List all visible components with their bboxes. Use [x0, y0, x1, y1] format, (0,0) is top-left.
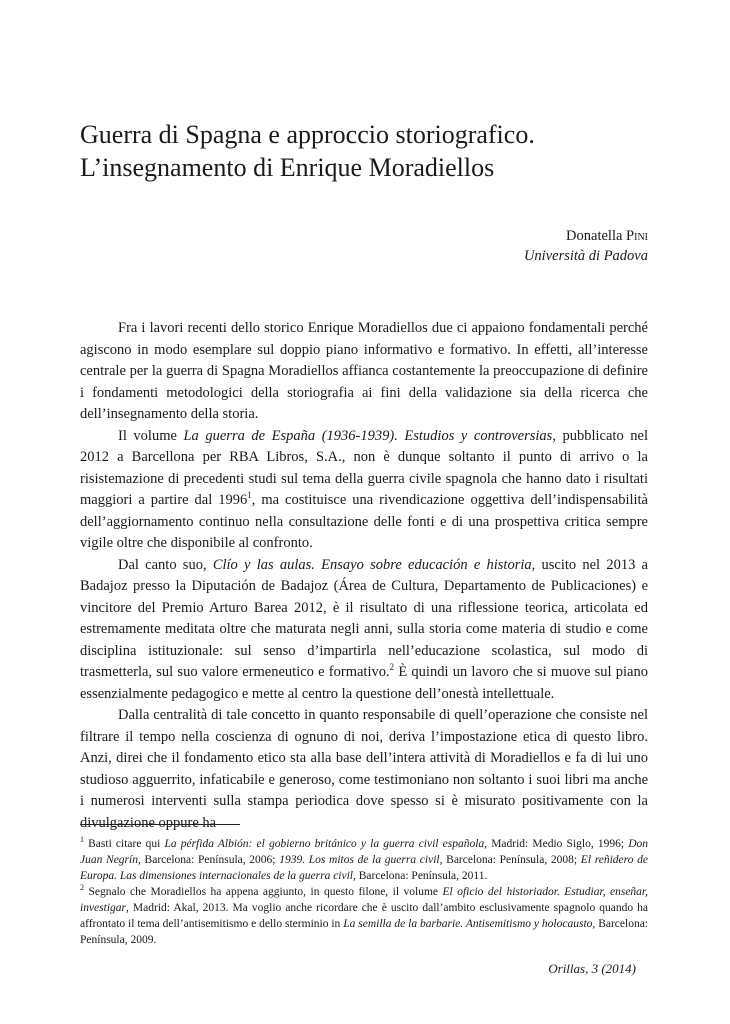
footnote-1: $^1$ Basti citare qui La pérfida Albión: el gobierno británico y la guerra civil española, Madrid: Medio Siglo, 1996; Don Juan Negrín, Barcelona: Península, 2006; 1939. Los mitos de la guerra civil, Barcelona: Península, 2008; El reñidero de Europa. Las dimensiones internacionales de la guerra civil, Barcelona: Península, 2011.: [80, 835, 648, 882]
author-block: [524, 226, 648, 266]
footnote-ref-2[interactable]: 2: [389, 662, 395, 673]
author-affiliation: Università di Padova: [523, 248, 648, 264]
footnote-ref-1[interactable]: 1: [247, 490, 252, 501]
book-title: La guerra de España (1936-1939). Estudios y controversias: [183, 427, 553, 444]
article-title: [80, 118, 680, 184]
journal-footer: Orillas, 3 (2014): [548, 961, 636, 976]
author-name: Donatella Pini: [566, 228, 648, 244]
paragraph-4: Dalla centralità di tale concetto in quanto responsabile di quell’operazione che consiste nel filtrare il tempo nella coscienza di ognuno di noi, deriva l’impostazione etica di questo libro. Anzi, direi che il fondamento etico sta alla base dell’intera attività di Moradiellos e fa di lui uno studioso agguerrito, infaticabile e generoso, come testimoniano non soltanto i suoi libri ma anche i numerosi interventi sulla stampa periodica dove spesso si è misurato positivamente con la divulgazione oppure ha: [80, 707, 648, 831]
paragraph-1: Fra i lavori recenti dello storico Enrique Moradiellos due ci appaiono fondamentali perché agiscono in modo esemplare sul doppio piano informativo e formativo. In effetti, all’interesse centrale per la guerra di Spagna Moradiellos affianca costantemente la preoccupazione di definire i fondamenti metodologici della storiografia ai fini della validazione sia della ricerca che dell’insegnamento della storia.: [80, 320, 648, 422]
paragraph-2: Il volume La guerra de España (1936-1939). Estudios y controversias, pubblicato nel 2012 a Barcellona per RBA Libros, S.A., non è dunque soltanto il punto di arrivo o la risistemazione di precedenti studi sul tema della guerra civile spagnola che hanno dato i risultati maggiori a partire dal 1996$^1$, ma costituisce una rivendicazione oggettiva dell’indispensabilità dell’aggiornamento continuo nella consultazione delle fonti e di una prospettiva critica sempre vigile oltre che disponibile al confronto.: [80, 427, 648, 551]
footnote-divider: [80, 824, 240, 825]
title-line-1: Guerra di Spagna e approccio storiografico.: [80, 120, 535, 149]
footnotes: [80, 836, 648, 948]
article-body: [80, 318, 648, 834]
paragraph-3: Dal canto suo, Clío y las aulas. Ensayo sobre educación e historia, uscito nel 2013 a Badajoz presso la Diputación de Badajoz (Área de Cultura, Departamento de Publicaciones) e vincitore del Premio Arturo Barea 2012, è il risultato di una riflessione teorica, articolata ed estremamente meditata oltre che maturata negli anni, sulla storia come materia di studio e come disciplina istituzionale: sul senso d’impartirla nell’educazione scolastica, sul modo di trasmetterla, sul suo valore ermeneutico e formativo.$^2$ È quindi un lavoro che si muove sul piano essenzialmente pedagogico e mette al centro la questione dell’onestà intellettuale.: [80, 556, 648, 702]
title-line-2: L’insegnamento di Enrique Moradiellos: [80, 153, 495, 182]
footnote-2: $^2$ Segnalo che Moradiellos ha appena aggiunto, in questo filone, il volume El oficio del historiador. Estudiar, enseñar, investigar, Madrid: Akal, 2013. Ma voglio anche ricordare che è uscito dall’ambito esclusivamente spagnolo quando ha affrontato il tema dell’antisemitismo e dello sterminio in La semilla de la barbarie. Antisemitismo y holocausto, Barcelona: Península, 2009.: [80, 883, 649, 946]
book-title: Clío y las aulas. Ensayo sobre educación e historia: [212, 556, 532, 573]
